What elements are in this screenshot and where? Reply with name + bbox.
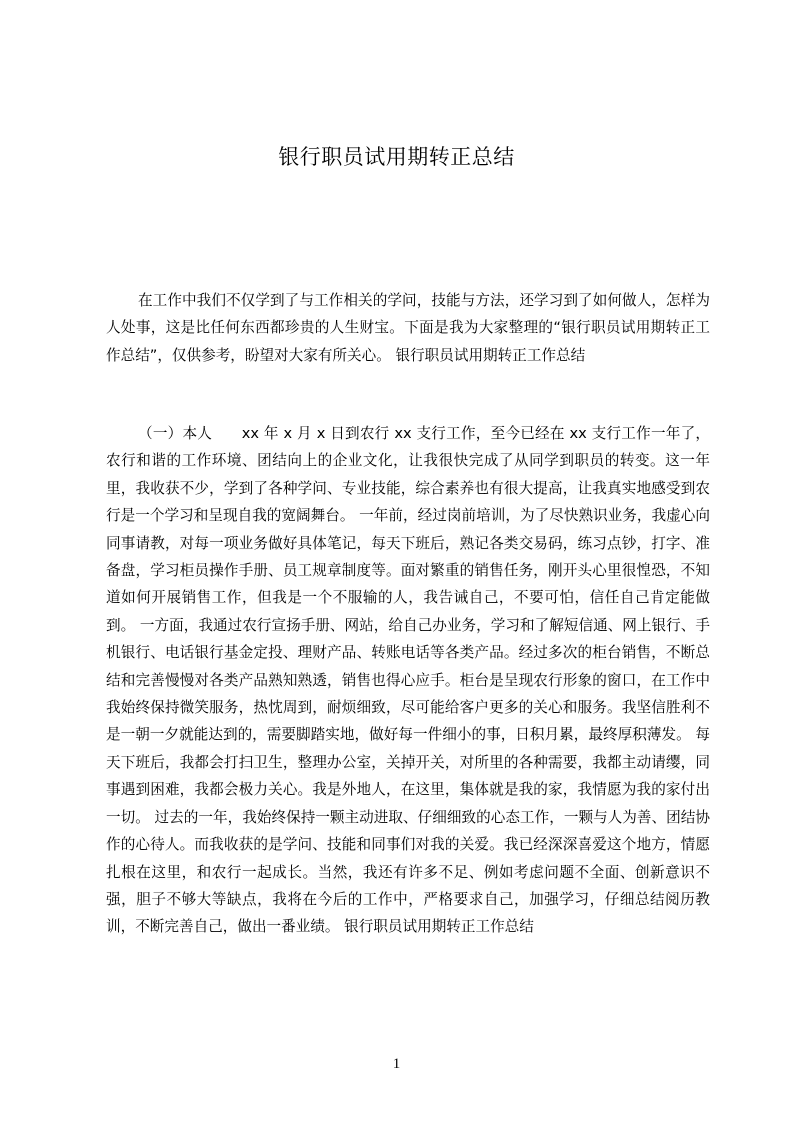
main-paragraph: （一）本人 xx 年 x 月 x 日到农行 xx 支行工作，至今已经在 xx 支行工作一年了，农行和谐的工作环境、团结向上的企业文化，让我很快完成了从同学到职员的转变。这一年里，我收获不少，学到了各种学问、专业技能，综合素养也有很大提高，让我真实地感受到农行是一个学习和呈现自我的宽阔舞台。 一年前，经过岗前培训，为了尽快熟识业务，我虚心向同事请教，对每一项业务做好具体笔记，每天下班后，熟记各类交易码，练习点钞，打字、准备盘，学习柜员操作手册、员工规章制度等。面对繁重的销售任务，刚开头心里很惶恐，不知道如何开展销售工作，但我是一个不服输的人，我告诫自己，不要可怕，信任自己肯定能做到。 一方面，我通过农行宣扬手册、网站，给自己办业务，学习和了解短信通、网上银行、手机银行、电话银行基金定投、理财产品、转账电话等各类产品。经过多次的柜台销售，不断总结和完善慢慢对各类产品熟知熟透，销售也得心应手。柜台是呈现农行形象的窗口，在工作中我始终保持微笑服务，热忱周到，耐烦细致，尽可能给客户更多的关心和服务。我坚信胜利不是一朝一夕就能达到的，需要脚踏实地，做好每一件细小的事，日积月累，最终厚积薄发。 每天下班后，我都会打扫卫生，整理办公室，关掉开关，对所里的各种需要，我都主动请缨，同事遇到困难，我都会极力关心。我是外地人，在这里，集体就是我的家，我情愿为我的家付出一切。 过去的一年，我始终保持一颗主动进取、仔细细致的心态工作，一颗与人为善、团结协作的心待人。而我收获的是学问、技能和同事们对我的关爱。我已经深深喜爱这个地方，情愿扎根在这里，和农行一起成长。当然，我还有许多不足、例如考虑问题不全面、创新意识不强，胆子不够大等缺点，我将在今后的工作中，严格要求自己，加强学习，仔细总结阅历教训，不断完善自己，做出一番业绩。 银行职员试用期转正工作总结 <box>106 425 710 936</box>
page-number: 1 <box>392 1056 401 1072</box>
document-title: 银行职员试用期转正总结 <box>278 145 515 169</box>
intro-paragraph: 在工作中我们不仅学到了与工作相关的学问，技能与方法，还学习到了如何做人，怎样为人处事，这是比任何东西都珍贵的人生财宝。下面是我为大家整理的“银行职员试用期转正工作总结”，仅供参考，盼望对大家有所关心。 银行职员试用期转正工作总结 <box>106 292 710 364</box>
